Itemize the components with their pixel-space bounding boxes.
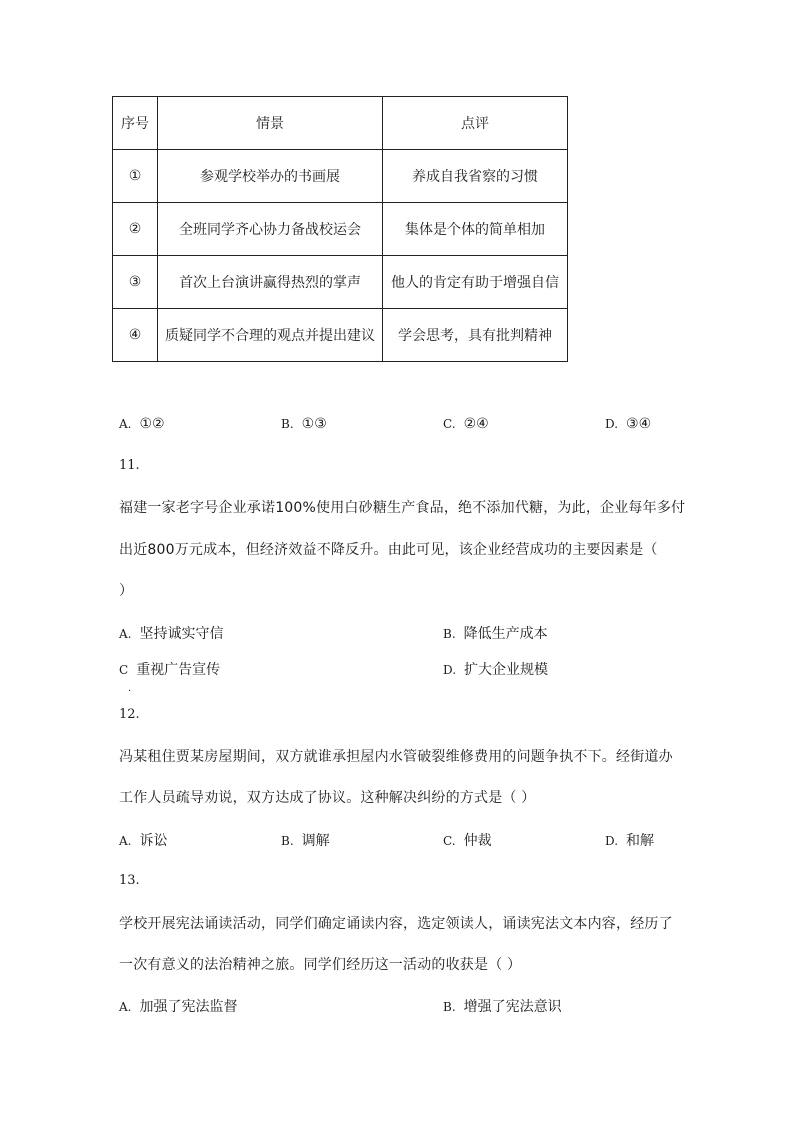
header-cell-scenario: 情景 [158,97,383,150]
q10-option-b[interactable] [281,416,327,432]
option-label: C [119,663,129,677]
header-cell-comment: 点评 [383,97,568,150]
option-label: C. [443,834,456,848]
option-label: B. [281,417,294,431]
row-index: ③ [113,256,158,309]
q11-option-c[interactable] [119,659,220,679]
option-label: A. [119,834,132,848]
q13-stem-line-2: 一次有意义的法治精神之旅。同学们经历这一活动的收获是（ ） [119,957,522,973]
option-label: D. [605,417,619,431]
option-text: ①② [139,416,165,432]
q12-option-d[interactable] [605,830,654,850]
row-scenario: 参观学校举办的书画展 [158,150,383,203]
option-label: C. [443,417,456,431]
option-text: 和解 [626,833,655,849]
header-cell-index: 序号 [113,97,158,150]
row-index: ① [113,150,158,203]
q11-stem-line-2: 出近800万元成本，但经济效益不降反升。由此可见，该企业经营成功的主要因素是（ [119,542,658,558]
option-text: 仲裁 [463,833,492,849]
option-text: 增强了宪法意识 [463,999,562,1015]
option-text: 调解 [301,833,330,849]
row-scenario: 首次上台演讲赢得热烈的掌声 [158,256,383,309]
table-row [113,309,568,362]
option-label: A. [119,627,132,641]
q12-option-b[interactable] [281,830,330,850]
q11-option-d[interactable] [443,659,548,679]
table-row [113,256,568,309]
q11-option-a[interactable] [119,623,223,643]
q13-stem-line-1: 学校开展宪法诵读活动，同学们确定诵读内容，选定领读人，诵读宪法文本内容，经历了 [119,916,673,932]
q13-option-b[interactable] [443,996,562,1016]
option-label: D. [605,834,619,848]
option-label: A. [119,417,132,431]
q13-option-a[interactable] [119,996,237,1016]
row-scenario: 质疑同学不合理的观点并提出建议 [158,309,383,362]
option-text: 加强了宪法监督 [139,999,238,1015]
row-scenario: 全班同学齐心协力备战校运会 [158,203,383,256]
row-index: ④ [113,309,158,362]
option-text: 坚持诚实守信 [139,626,224,642]
q11-stem-line-1: 福建一家老字号企业承诺100%使用白砂糖生产食品，绝不添加代糖，为此，企业每年多付 [119,500,686,516]
q12-option-c[interactable] [443,830,492,850]
option-text: 重视广告宣传 [136,662,221,678]
q11-number: 11. [119,458,140,473]
q12-stem-line-2: 工作人员疏导劝说，双方达成了协议。这种解决纠纷的方式是（ ） [119,790,536,806]
q10-option-a[interactable] [119,416,165,432]
table-row [113,150,568,203]
option-text: 扩大企业规模 [464,662,549,678]
q12-stem-line-1: 冯某租住贾某房屋期间，双方就谁承担屋内水管破裂维修费用的问题争执不下。经街道办 [119,749,673,765]
scenario-table [112,96,568,362]
table-header-row [113,97,568,150]
q12-option-a[interactable] [119,830,167,850]
q10-option-d[interactable] [605,416,651,432]
option-text: 诉讼 [139,833,168,849]
option-text: ③④ [626,416,652,432]
row-comment: 养成自我省察的习惯 [383,150,568,203]
option-text: ②④ [463,416,489,432]
table-row [113,203,568,256]
option-label: B. [443,1000,456,1014]
row-comment: 学会思考，具有批判精神 [383,309,568,362]
option-label: B. [443,627,456,641]
q12-number: 12. [119,707,140,722]
option-label: D. [443,663,457,677]
option-text: 降低生产成本 [463,626,548,642]
stray-dot: . [128,683,132,694]
q11-stem-line-3: ） [119,583,134,599]
row-comment: 他人的肯定有助于增强自信 [383,256,568,309]
q11-option-b[interactable] [443,623,548,643]
option-label: A. [119,1000,132,1014]
q13-number: 13. [119,873,140,888]
row-comment: 集体是个体的简单相加 [383,203,568,256]
option-label: B. [281,834,294,848]
option-text: ①③ [301,416,327,432]
row-index: ② [113,203,158,256]
q10-option-c[interactable] [443,416,489,432]
